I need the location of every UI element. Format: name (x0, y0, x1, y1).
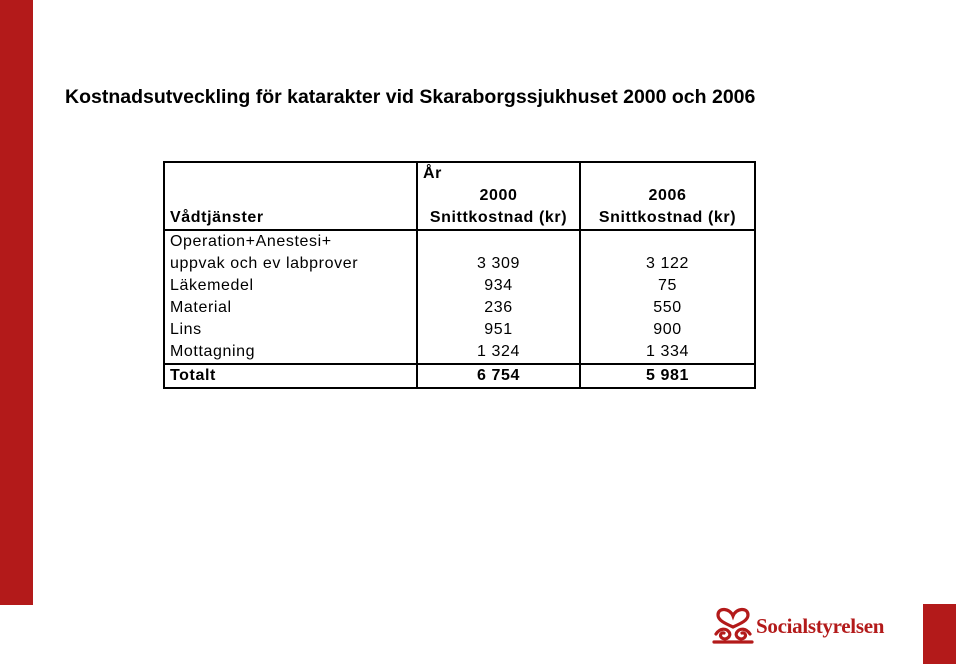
row-value-2006: 900 (580, 319, 755, 341)
table-row (164, 297, 755, 319)
avg-cost-2006-header: Snittkostnad (kr) (580, 207, 755, 230)
row-label: Mottagning (164, 341, 417, 364)
total-label: Totalt (164, 364, 417, 388)
year-2006-header: 2006 (580, 185, 755, 207)
logo-text: Socialstyrelsen (756, 613, 885, 638)
row-value-2006: 75 (580, 275, 755, 297)
table-row (164, 319, 755, 341)
row-label: Material (164, 297, 417, 319)
header-empty-cell (164, 162, 417, 185)
table-row (164, 275, 755, 297)
row-value-2006: 3 122 (580, 253, 755, 275)
avg-cost-2000-header: Snittkostnad (kr) (417, 207, 580, 230)
row-label: Operation+Anestesi+ (164, 230, 417, 253)
year-2000-header: 2000 (417, 185, 580, 207)
row-value-2006 (580, 230, 755, 253)
socialstyrelsen-logo (712, 606, 884, 646)
row-value-2000 (417, 230, 580, 253)
row-value-2006: 1 334 (580, 341, 755, 364)
year-label: År (417, 162, 580, 185)
cost-table (163, 161, 756, 389)
socialstyrelsen-emblem-icon (712, 604, 754, 649)
table-row (164, 253, 755, 275)
row-label: Läkemedel (164, 275, 417, 297)
total-value-2000: 6 754 (417, 364, 580, 388)
corner-accent-block (923, 604, 956, 664)
header-empty-cell (580, 162, 755, 185)
row-label: uppvak och ev labprover (164, 253, 417, 275)
table-row (164, 341, 755, 364)
row-value-2006: 550 (580, 297, 755, 319)
row-value-2000: 1 324 (417, 341, 580, 364)
row-value-2000: 934 (417, 275, 580, 297)
row-value-2000: 236 (417, 297, 580, 319)
services-header: Vådtjänster (164, 207, 417, 230)
left-accent-bar (0, 0, 33, 605)
row-value-2000: 3 309 (417, 253, 580, 275)
row-value-2000: 951 (417, 319, 580, 341)
page-title: Kostnadsutveckling för katarakter vid Skaraborgssjukhuset 2000 och 2006 (65, 86, 756, 108)
row-label: Lins (164, 319, 417, 341)
total-row (164, 364, 755, 388)
total-value-2006: 5 981 (580, 364, 755, 388)
table-row (164, 230, 755, 253)
